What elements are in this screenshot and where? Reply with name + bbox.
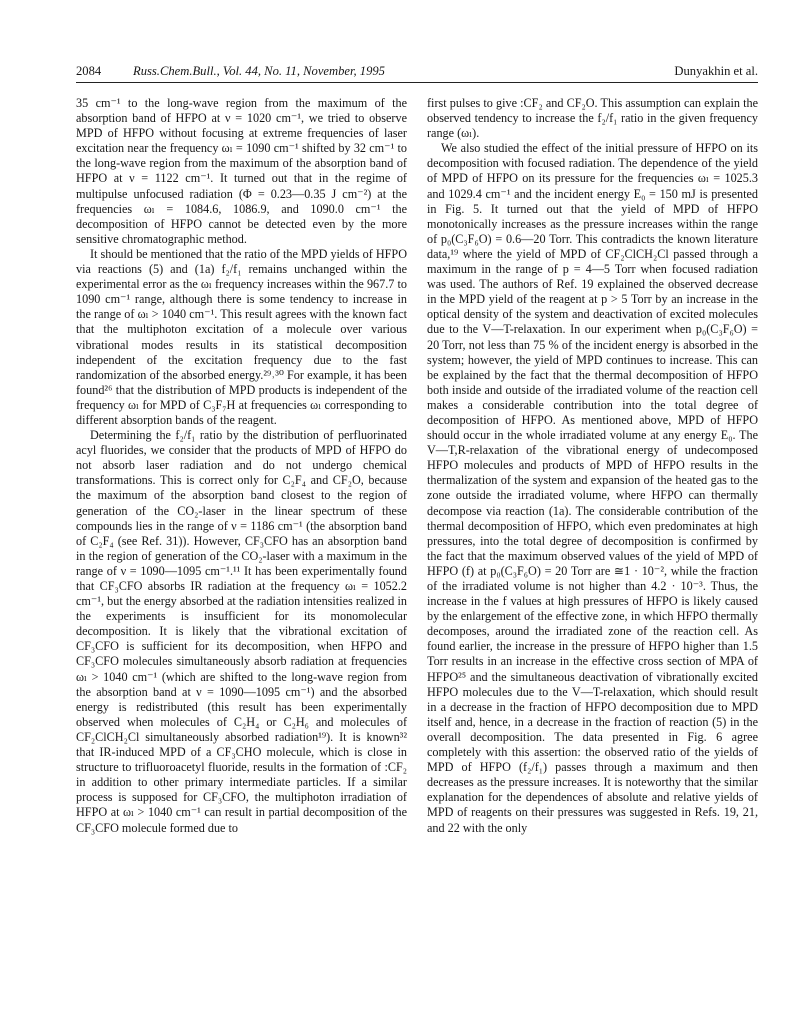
paragraph-pressure-effect: We also studied the effect of the initial pressure of HFPO on its decomposition with focused radiation. The dependence of the yield of MPD of HFPO on its pressure for the frequencies ωₗ = 1025.3 and 1029.4 cm⁻¹ and the incident energy E₀ = 150 mJ is presented in Fig. 5. It turned out that the yield of MPD of HFPO monotonically increases as the pressure increases within the range of p₀(C₃F₆O) = 0.6—20 Torr. This contradicts the known literature data,¹⁹ where the yield of MPD of CF₂ClCH₂Cl passed through a maximum in the range of p = 4—5 Torr when focused radiation was used. The authors of Ref. 19 explained the observed decrease in the MPD yield of the reagent at p > 5 Torr by an increase in the optical density of the system and deactivation of excited molecules due to the V—T-relaxation. In our experiment when p₀(C₃F₆O) = 20 Torr, not less than 75 % of the incident energy is absorbed in the system; however, the yield of MPD continues to increase. This can be explained by the fact that the thermal decomposition of HFPO both inside and outside of the irradiated volume of the reaction cell makes a considerable contribution into the total degree of decomposition of HFPO. As mentioned above, MPD of HFPO should occur in the whole irradiated volume at any energy E₀. The V—T,R-relaxation of the vibrational energy of undecomposed HFPO molecules and products of MPD of HFPO results in the thermalization of the system and expansion of the heated gas to the zone outside the irradiated volume, where HFPO can thermally decompose via reaction (1a). The considerable contribution of the thermal decomposition of HFPO, which even predominates at high pressures, into the total degree of decomposition is confirmed by the fact that the maximum observed values of the yield of MPD of HFPO (f) at p₀(C₃F₆O) = 20 Torr are ≅1 · 10⁻², while the fraction of the irradiated volume is not higher than 4.2 · 10⁻³. Thus, the increase in the f values at high pressures of HFPO is likely caused by the enlargement of the effective zone, in which HFPO thermally decomposes, around the irradiated zone of the reaction cell. As found earlier, the increase in the pressure of HFPO higher than 1.5 Torr results in an increase in the effective cross section of MPA of HFPO²⁵ and the simultaneous deactivation of vibrationally excited HFPO molecules due to the V—T-relaxation, which should result in a decrease in the fraction of HFPO decomposition due to MPD itself and, hence, in a decrease in the fraction of reaction (5) in the overall decomposition. The data presented in Fig. 6 agree completely with this assertion: the observed ratio of the yields of MPD of HFPO (f₂/f₁) passes through a maximum and then decreases as the pressure increases. It is noteworthy that the similar explanation for the dependences of absolute and relative yields of MPD of reagents on their pressures was suggested in Refs. 19, 21, and 22 with the only [427,141,758,835]
running-header [76,62,758,83]
page-number: 2084 [76,64,102,78]
left-column [76,96,407,836]
paragraph-mpd-yield-ratio: It should be mentioned that the ratio of the MPD yields of HFPO via reactions (5) and (1a) f₂/f₁ remains unchanged within the experimental error as the ωₗ frequency increases within the 967.7 to 1090 cm⁻¹ range, although there is some tendency to increase in the range of ωₗ > 1040 cm⁻¹. This result agrees with the known fact that the multiphoton excitation of a molecule over various vibrational modes results in its statistical decomposition independent of the excitation frequency due to the fast randomization of the absorbed energy.²⁹˒³⁰ For example, it has been found²⁶ that the distribution of MPD products is independent of the frequency ωₗ for MPD of C₃F₇H at frequencies ωₗ corresponding to different absorption bands of the reagent. [76,246,407,427]
journal-citation: Russ.Chem.Bull., Vol. 44, No. 11, November, 1995 [133,64,385,78]
paragraph-continued-right: first pulses to give :CF₂ and CF₂O. This assumption can explain the observed tendency to increase the f₂/f₁ ratio in the given frequency range (ωₗ). [427,96,758,141]
right-column [427,96,758,836]
paragraph-continued: 35 cm⁻¹ to the long-wave region from the maximum of the absorption band of HFPO at ν = 1020 cm⁻¹, we tried to observe MPD of HFPO without focusing at extreme frequencies of laser excitation near the frequency ωₗ = 1090 cm⁻¹ shifted by 32 cm⁻¹ to the long-wave region from the maximum of the absorption band of HFPO at ν = 1122 cm⁻¹. It turned out that in the regime of multipulse unfocused radiation (Φ = 0.23—0.35 J cm⁻²) at the frequencies ωₗ = 1084.6, 1086.9, and 1090.0 cm⁻¹ the decomposition of HFPO cannot be detected even by the more sensitive chromatographic method. [76,96,407,246]
paragraph-acyl-fluorides: Determining the f₂/f₁ ratio by the distribution of perfluorinated acyl fluorides, we consider that the products of MPD of HFPO do not absorb laser radiation and do not undergo chemical transformations. This is correct only for C₂F₄ and CF₂O, because the maximum of the absorption band closest to the region of generation of the CO₂-laser in the linear spectrum of these compounds lies in the range of ν = 1186 cm⁻¹ (the absorption band of C₂F₄ (see Ref. 31)). However, CF₃CFO has an absorption band in the region of generation of the CO₂-laser with a maximum in the range of ν = 1090—1095 cm⁻¹.¹¹ It has been experimentally found that CF₃CFO absorbs IR radiation at the frequency ωₗ = 1052.2 cm⁻¹, but the energy absorbed at the radiation intensities realized in the experiments is insufficient for its monomolecular decomposition. It is likely that the vibrational excitation of CF₃CFO is sufficient for its decomposition, when HFPO and CF₃CFO molecules simultaneously absorb radiation at frequencies ωₗ > 1040 cm⁻¹ (which are shifted to the long-wave region from the absorption band at ν = 1090—1095 cm⁻¹) and the absorbed energy is redistributed (this result has been experimentally observed when molecules of C₂H₄ or C₂H₆ and molecules of CF₂ClCH₂Cl simultaneously absorbed radiation¹⁹). It is known³² that IR-induced MPD of a CF₃CHO molecule, which is close in structure to trifluoroacetyl fluoride, results in the formation of :CF₂ in addition to other primary intermediate particles. If a similar process is supposed for CF₃CFO, the multiphoton irradiation of HFPO at ωₗ > 1040 cm⁻¹ can result in partial decomposition of the CF₃CFO molecule formed due to [76,428,407,835]
running-authors: Dunyakhin et al. [674,64,758,78]
